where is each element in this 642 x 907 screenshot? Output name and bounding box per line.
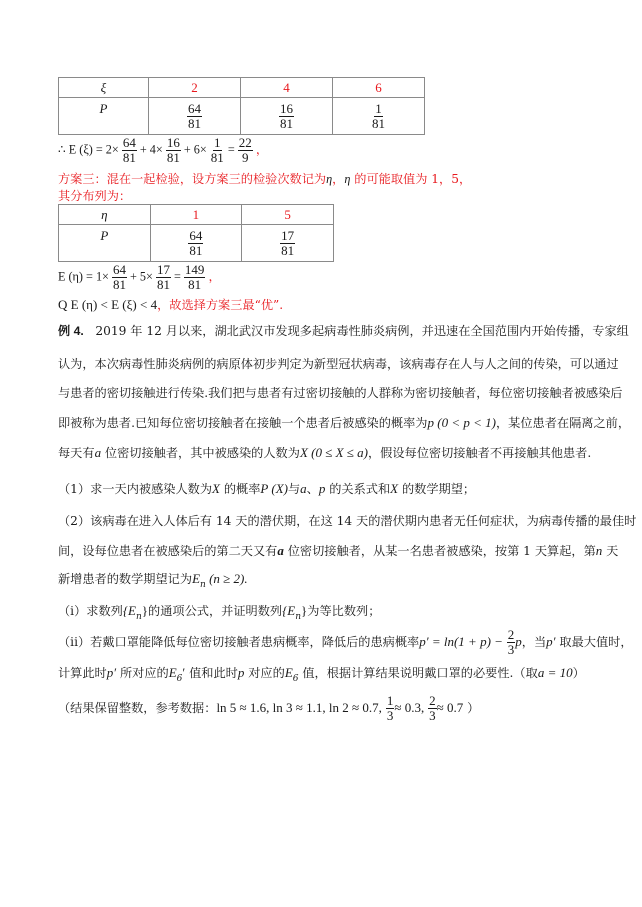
- table-header-var: ξ: [59, 78, 149, 98]
- table-header-value: 4: [240, 78, 332, 98]
- q1-text: （1）求一天内被感染人数为: [58, 482, 213, 496]
- brace: }: [301, 603, 308, 618]
- table-header-value: 2: [148, 78, 240, 98]
- question-1: [58, 480, 475, 497]
- qii-text: 值，根据计算结果说明戴口罩的必要性.（取: [298, 666, 538, 680]
- operator: + 6×: [183, 142, 207, 157]
- expectation-prefix: E (η) = 1×: [58, 269, 109, 284]
- fraction-numerator: 1: [375, 100, 382, 116]
- operator: =: [174, 269, 181, 284]
- fraction-denominator: 81: [189, 242, 203, 258]
- table-cell: [240, 98, 332, 135]
- example-text: ，某位患者在隔离之前，: [495, 416, 631, 430]
- plan3-distribution-label: 其分布列为：: [58, 189, 132, 203]
- variable-a: a: [94, 445, 102, 460]
- fraction-numerator: 16: [166, 135, 180, 150]
- q2-text: 天: [602, 544, 619, 558]
- example-text: 即被称为患者.已知每位密切接触者在接触一个患者后被感染的概率为: [58, 416, 428, 430]
- probability-range: p (0 < p < 1): [427, 415, 496, 430]
- prime: ′: [182, 665, 186, 680]
- qii-text: 对应的: [244, 666, 285, 680]
- fraction-denominator: 3: [429, 708, 436, 723]
- fraction-numerator: 1: [386, 693, 394, 708]
- question-2-line-3: [58, 570, 248, 590]
- q2-text: 间，设每位患者在被感染后的第二天又有: [58, 544, 278, 558]
- conclusion-math: Q E (η) < E (ξ) < 4: [58, 297, 158, 312]
- fraction-numerator: 1: [214, 135, 221, 150]
- qii-text: ，当: [521, 635, 547, 649]
- qii-text: 计算此时: [58, 666, 107, 680]
- note-text: （结果保留整数，参考数据：: [58, 701, 217, 715]
- variable-eta: η: [326, 172, 333, 186]
- question-2-line-2: [58, 542, 618, 559]
- fraction-denominator: 81: [166, 150, 180, 165]
- conclusion-text: ，故选择方案三最“优”.: [157, 298, 284, 312]
- punctuation: ，: [255, 142, 268, 157]
- plan3-text: 的可能取值为 1，5，: [350, 172, 472, 186]
- n-condition: (n ≥ 2).: [205, 571, 248, 586]
- expectation-prefix: ∴ E (ξ) = 2×: [58, 142, 119, 157]
- question-ii-line-2: [58, 664, 585, 684]
- fraction-numerator: 2: [429, 693, 436, 708]
- subscript: n: [295, 612, 302, 622]
- table-cell: [332, 98, 424, 135]
- distribution-table-xi: [58, 77, 425, 135]
- fraction-denominator: 81: [371, 115, 385, 131]
- example-text: ，假设每位密切接触者不再接触其他患者.: [368, 446, 592, 460]
- variable-p-prime: p′: [546, 634, 556, 649]
- q2-text: 位密切接触者，从某一名患者被感染，按第 1 天算起，第: [283, 544, 596, 558]
- fraction-numerator: 64: [187, 100, 201, 116]
- fraction-denominator: 81: [281, 242, 295, 258]
- variable-p: p: [237, 665, 245, 680]
- conclusion-line: [58, 296, 283, 313]
- table-cell: [150, 225, 242, 262]
- sequence-e: {E: [282, 603, 296, 618]
- plan3-text: ，: [332, 172, 345, 186]
- sequence-e: {E: [122, 603, 136, 618]
- reference-data: ln 5 ≈ 1.6, ln 3 ≈ 1.1, ln 2 ≈ 0.7,: [216, 700, 382, 715]
- table-header-value: 6: [332, 78, 424, 98]
- table-header-var: η: [59, 205, 151, 225]
- qii-text: （ii）若戴口罩能降低每位密切接触者患病概率，降低后的患病概率: [58, 635, 420, 649]
- q1-text: 、: [306, 482, 319, 496]
- question-ii-line-1: [58, 628, 633, 657]
- expectation-e6: E: [168, 665, 177, 680]
- expectation-eta: [58, 263, 221, 292]
- example-line-1: [58, 322, 629, 339]
- plan3-text: 方案三：混在一起检验，设方案三的检验次数记为: [58, 172, 327, 186]
- qi-text: 的通项公式，并证明数列: [148, 604, 283, 618]
- subscript: n: [135, 612, 142, 622]
- qi-text: （i）求数列: [58, 604, 123, 618]
- example-line-4: [58, 414, 630, 431]
- x-range: X (0 ≤ X ≤ a): [299, 445, 368, 460]
- subscript: n: [200, 580, 206, 590]
- question-i: [58, 602, 380, 622]
- fraction-numerator: 16: [279, 100, 293, 116]
- example-text: 位密切接触者，其中被感染的人数为: [101, 446, 300, 460]
- variable-p: p: [318, 481, 326, 496]
- table-cell: [148, 98, 240, 135]
- fraction-numerator: 64: [122, 135, 136, 150]
- qii-text: 所对应的: [116, 666, 169, 680]
- fraction-denominator: 9: [242, 150, 249, 165]
- fraction-numerator: 64: [189, 227, 203, 243]
- q1-text: 的概率: [219, 482, 261, 496]
- plan3-line: [58, 170, 471, 187]
- table-header-value: 1: [150, 205, 242, 225]
- example-text: 每天有: [58, 446, 95, 460]
- fraction-denominator: 81: [156, 277, 170, 292]
- formula: p′ = ln(1 + p) −: [419, 634, 503, 649]
- fraction-denominator: 3: [507, 642, 515, 657]
- question-2-line-1: （2）该病毒在进入人体后有 14 天的潜伏期，在这 14 天的潜伏期内患者无任何症状，为病毒传播的最佳时: [58, 514, 637, 528]
- subscript: 6: [292, 674, 299, 684]
- table-row-label: P: [59, 225, 151, 262]
- variable-n: n: [595, 543, 603, 558]
- variable-x: X: [390, 481, 399, 496]
- probability-px: P (X): [260, 481, 288, 496]
- q1-text: 的数学期望；: [398, 482, 476, 496]
- table-header-value: 5: [242, 205, 334, 225]
- variable-p: p: [515, 634, 522, 649]
- fraction-numerator: 2: [507, 627, 515, 642]
- fraction-denominator: 3: [386, 708, 394, 723]
- reference-data: ≈ 0.7: [436, 700, 464, 715]
- table-cell: [242, 225, 334, 262]
- variable-p-prime: p′: [106, 665, 117, 680]
- operator: + 5×: [130, 269, 153, 284]
- operator: + 4×: [139, 142, 163, 157]
- fraction-denominator: 81: [279, 115, 293, 131]
- variable-x: X: [212, 481, 220, 496]
- q2-text: 新增患者的数学期望记为: [58, 572, 193, 586]
- fraction-denominator: 81: [112, 277, 126, 292]
- brace: }: [141, 603, 149, 618]
- q1-text: 的关系式和: [325, 482, 391, 496]
- reference-data: ≈ 0.3,: [394, 700, 425, 715]
- table-row-label: P: [59, 98, 149, 135]
- expectation-e: E: [192, 571, 201, 586]
- expectation-e6: E: [284, 665, 293, 680]
- fraction-numerator: 22: [238, 135, 252, 150]
- fraction-denominator: 81: [210, 150, 224, 165]
- example-label: 例 4.: [58, 324, 84, 338]
- a-value: a = 10: [537, 665, 573, 680]
- variable-eta: η: [344, 172, 351, 186]
- qii-text: 取最大值时，: [555, 635, 633, 649]
- operator: =: [227, 142, 235, 157]
- example-text: 2019 年 12 月以来，湖北武汉市发现多起病毒性肺炎病例，并迅速在全国范围内开始传播，专家组: [95, 324, 629, 338]
- fraction-denominator: 81: [188, 277, 202, 292]
- fraction-denominator: 81: [187, 115, 201, 131]
- variable-a: a: [277, 543, 284, 558]
- reference-note: [58, 694, 479, 723]
- fraction-numerator: 17: [156, 262, 170, 277]
- note-text: ）: [463, 701, 480, 715]
- fraction-numerator: 149: [184, 262, 205, 277]
- qi-text: 为等比数列；: [307, 604, 381, 618]
- fraction-numerator: 64: [112, 262, 126, 277]
- expectation-xi: [58, 136, 268, 165]
- punctuation: ，: [208, 269, 221, 284]
- example-line-5: [58, 444, 591, 461]
- example-line-2: 认为，本次病毒性肺炎病例的病原体初步判定为新型冠状病毒，该病毒存在人与人之间的传染，可以通过: [58, 357, 619, 371]
- q1-text: 与: [287, 482, 301, 496]
- qii-text: ）: [572, 666, 585, 680]
- variable-a: a: [300, 481, 307, 496]
- subscript: 6: [176, 674, 183, 684]
- fraction-numerator: 17: [281, 227, 295, 243]
- qii-text: 值和此时: [185, 666, 238, 680]
- distribution-table-eta: [58, 204, 334, 262]
- example-line-3: 与患者的密切接触进行传染.我们把与患者有过密切接触的人群称为密切接触者，每位密切接触者被感染后: [58, 386, 623, 400]
- fraction-denominator: 81: [122, 150, 136, 165]
